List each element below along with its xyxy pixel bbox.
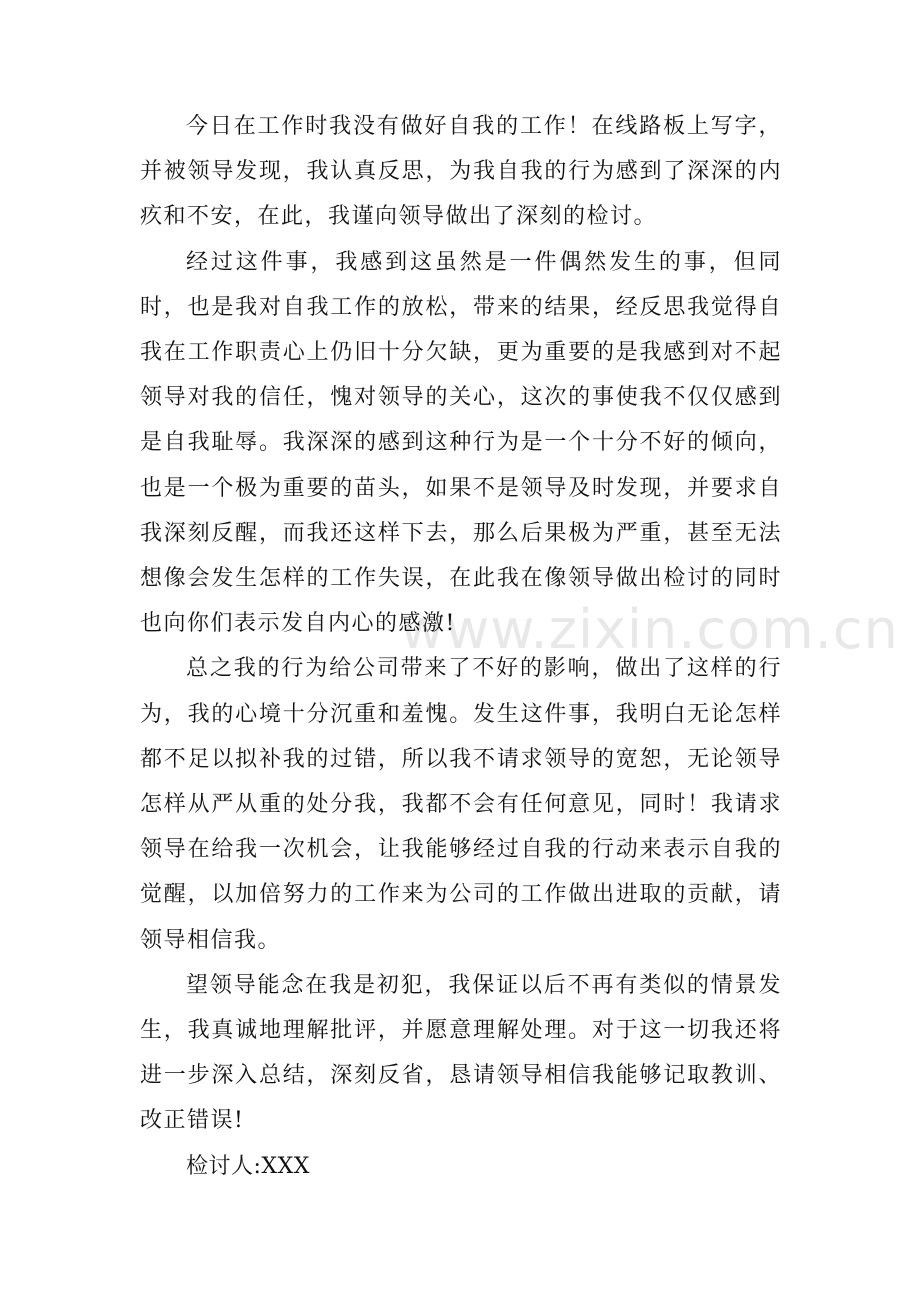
watermark: www.zixin.com.cn bbox=[400, 598, 899, 661]
paragraph-2: 经过这件事，我感到这虽然是一件偶然发生的事，但同时，也是我对自我工作的放松，带来的结果，经反思我觉得自我在工作职责心上仍旧十分欠缺，更为重要的是我感到对不起领导对我的信任，愧对领导的关心，这次的事使我不仅仅感到是自我耻辱。我深深的感到这种行为是一个十分不好的倾向，也是一个极为重要的苗头，如果不是领导及时发现，并要求自我深刻反醒，而我还这样下去，那么后果极为严重，甚至无法想像会发生怎样的工作失误，在此我在像领导做出检讨的同时也向你们表示发自内心的感激! bbox=[140, 249, 782, 637]
paragraph-4: 望领导能念在我是初犯，我保证以后不再有类似的情景发生，我真诚地理解批评，并愿意理解处理。对于这一切我还将进一步深入总结，深刻反省，恳请领导相信我能够记取教训、改正错误! bbox=[140, 972, 782, 1134]
paragraph-3: 总之我的行为给公司带来了不好的影响，做出了这样的行为，我的心境十分沉重和羞愧。发生这件事，我明白无论怎样都不足以拟补我的过错，所以我不请求领导的宽恕，无论领导怎样从严从重的处分我，我都不会有任何意见，同时！我请求领导在给我一次机会，让我能够经过自我的行动来表示自我的觉醒，以加倍努力的工作来为公司的工作做出进取的贡献，请领导相信我。 bbox=[140, 656, 782, 953]
paragraph-1: 今日在工作时我没有做好自我的工作！在线路板上写字，并被领导发现，我认真反思，为我自我的行为感到了深深的内疚和不安，在此，我谨向领导做出了深刻的检讨。 bbox=[140, 114, 782, 230]
signature-line: 检讨人:XXX bbox=[186, 1153, 310, 1179]
